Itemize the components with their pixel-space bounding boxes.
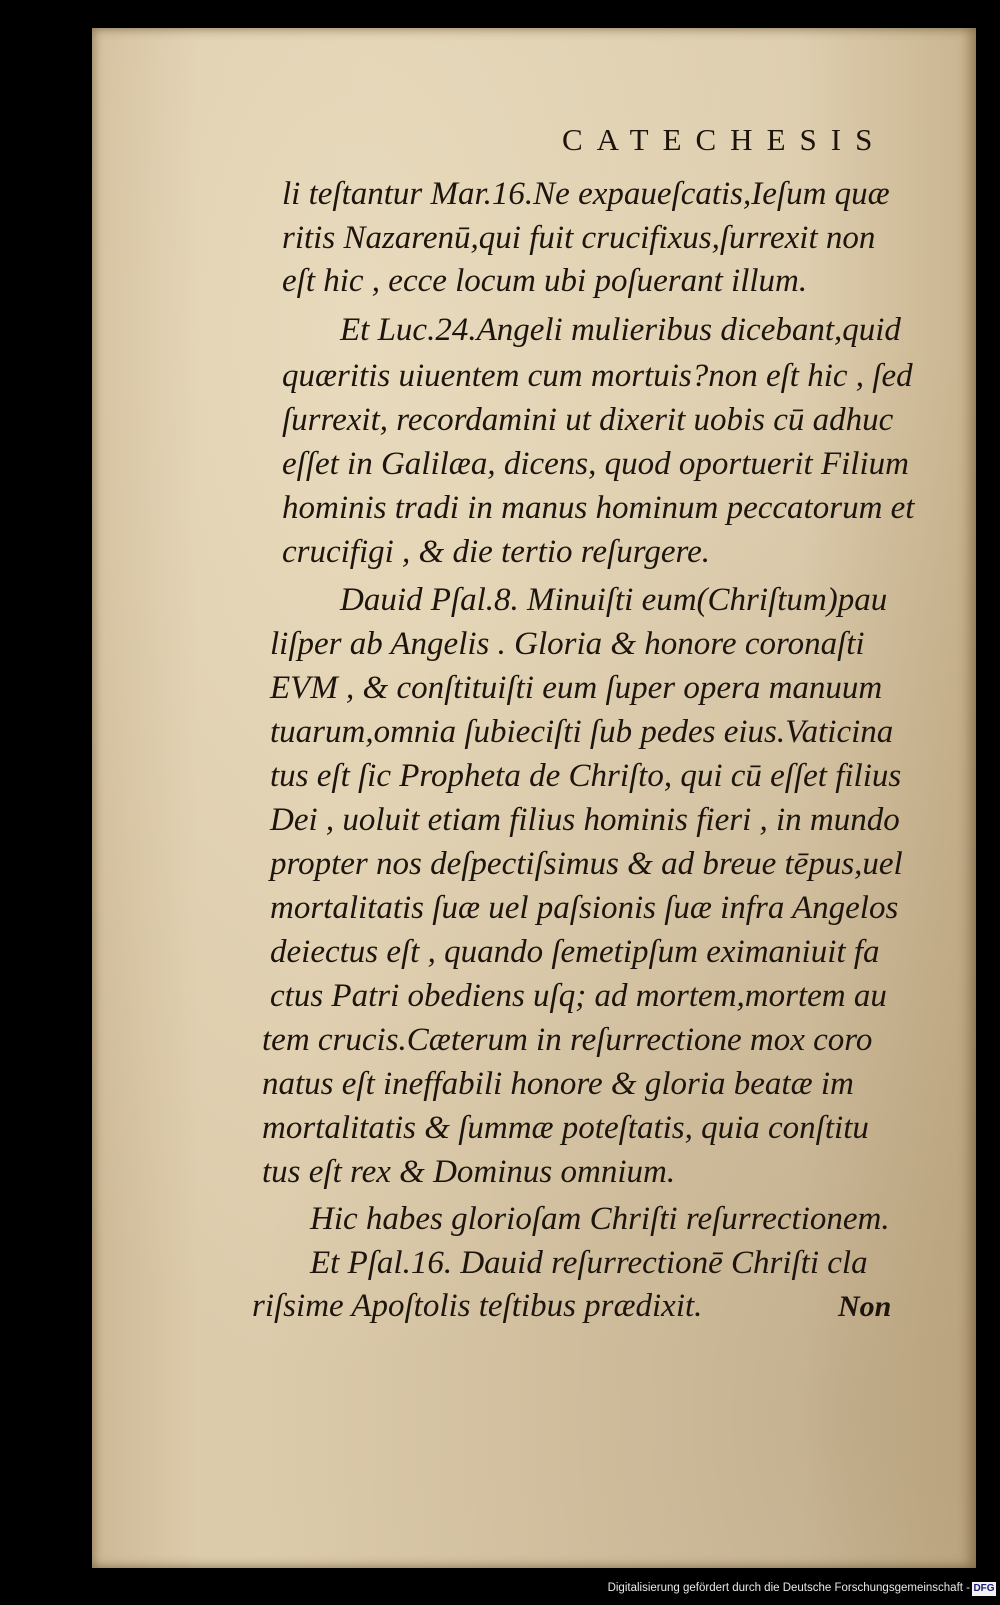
text-line: eſſet in Galilæa, dicens, quod oportuerit Filium bbox=[282, 446, 909, 482]
text-line: tuarum,omnia ſubieciſti ſub pedes eius.Vaticina bbox=[270, 714, 894, 750]
text-line: Dei , uoluit etiam filius hominis fieri , in mundo bbox=[270, 802, 900, 838]
text-line: eſt hic , ecce locum ubi poſuerant illum. bbox=[282, 263, 808, 299]
text-line: deiectus eſt , quando ſemetipſum eximaniuit fa bbox=[270, 934, 880, 970]
text-line: ritis Nazarenū,qui fuit crucifixus,ſurrexit non bbox=[282, 220, 876, 256]
book-page bbox=[92, 28, 976, 1568]
text-line: li teſtantur Mar.16.Ne expaueſcatis,Ieſum quæ bbox=[282, 176, 890, 212]
text-line: quæritis uiuentem cum mortuis?non eſt hic , ſed bbox=[282, 358, 913, 394]
dfg-logo-icon: DFG bbox=[973, 1583, 995, 1594]
text-line: mortalitatis & ſummæ poteſtatis, quia conſtitu bbox=[262, 1110, 869, 1146]
text-line: propter nos deſpectiſsimus & ad breue tēpus,uel bbox=[270, 846, 903, 882]
text-line: Dauid Pſal.8. Minuiſti eum(Chriſtum)pau bbox=[340, 582, 888, 618]
text-line: liſper ab Angelis . Gloria & honore coronaſti bbox=[270, 626, 865, 662]
catchword: Non bbox=[838, 1290, 892, 1323]
text-line: natus eſt ineffabili honore & gloria beatæ im bbox=[262, 1066, 854, 1102]
text-line: Et Luc.24.Angeli mulieribus dicebant,quid bbox=[340, 312, 901, 348]
text-line: ſurrexit, recordamini ut dixerit uobis cū adhuc bbox=[282, 402, 894, 438]
text-line: ctus Patri obediens uſq; ad mortem,mortem au bbox=[270, 978, 887, 1014]
text-line: riſsime Apoſtolis teſtibus prædixit. bbox=[252, 1288, 703, 1324]
footer-credit: Digitalisierung gefördert durch die Deutsche Forschungsgemeinschaft - bbox=[607, 1582, 970, 1594]
text-line: Et Pſal.16. Dauid reſurrectionē Chriſti cla bbox=[310, 1245, 868, 1281]
text-line: hominis tradi in manus hominum peccatorum et bbox=[282, 490, 915, 526]
text-line: tus eſt ſic Propheta de Chriſto, qui cū eſſet filius bbox=[270, 758, 902, 794]
text-line: mortalitatis ſuæ uel paſsionis ſuæ infra Angelos bbox=[270, 890, 899, 926]
text-line: EVM , & conſtituiſti eum ſuper opera manuum bbox=[270, 670, 883, 706]
text-line: Hic habes glorioſam Chriſti reſurrectionem. bbox=[310, 1201, 890, 1237]
running-head: CATECHESIS bbox=[562, 122, 887, 157]
text-line: crucifigi , & die tertio reſurgere. bbox=[282, 534, 711, 570]
text-line: tus eſt rex & Dominus omnium. bbox=[262, 1154, 676, 1190]
text-line: tem crucis.Cæterum in reſurrectione mox coro bbox=[262, 1022, 873, 1058]
